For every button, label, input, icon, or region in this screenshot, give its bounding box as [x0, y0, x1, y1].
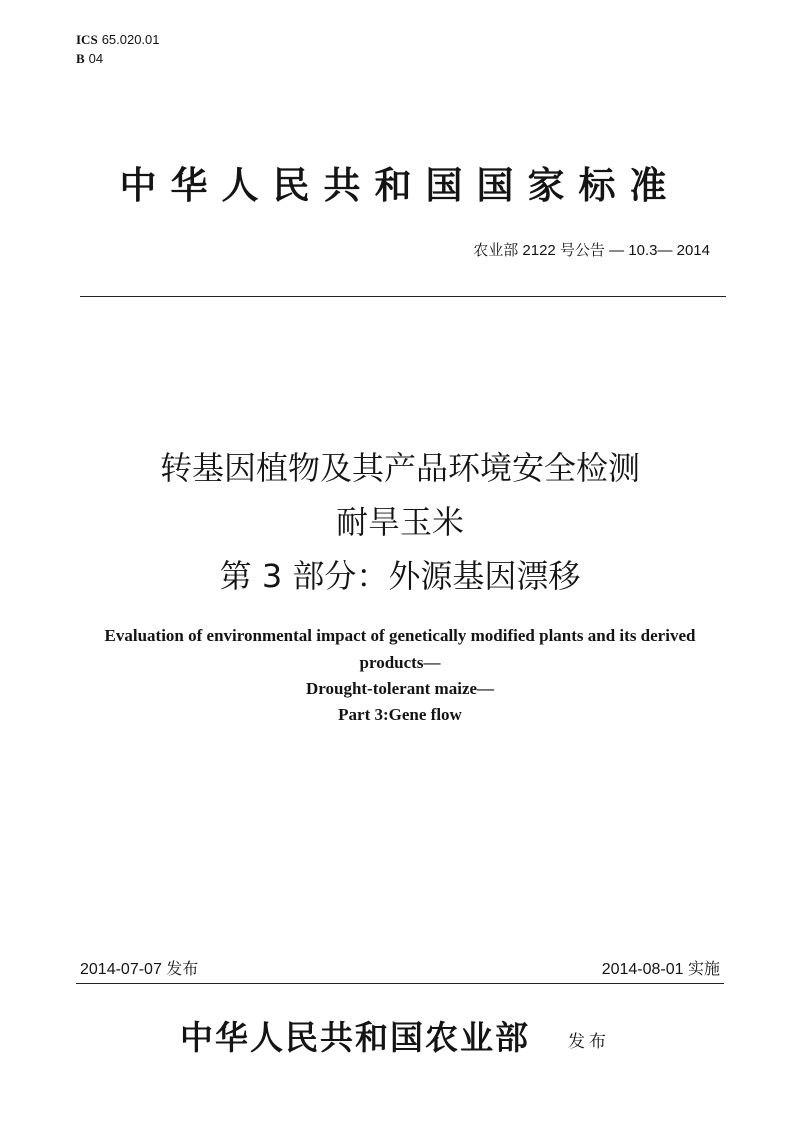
- issuing-authority: 中华人民共和国农业部: [180, 1018, 530, 1057]
- header-divider: [80, 296, 726, 297]
- title-cn-line-1: 转基因植物及其产品环境安全检测: [159, 449, 640, 487]
- footer-divider: [76, 983, 724, 984]
- ccs-code: [76, 49, 160, 68]
- standard-number: 农业部 2122 号公告 — 10.3— 2014: [473, 242, 710, 259]
- issuing-action: 发布: [568, 1032, 610, 1052]
- title-cn-line-3: 第 3 部分：外源基因漂移: [219, 557, 581, 595]
- standard-category: 中华人民共和国国家标准: [119, 164, 681, 207]
- issue-date: 2014-07-07 发布: [80, 961, 199, 978]
- ics-code: [76, 30, 160, 49]
- ccs-value: 04: [88, 51, 104, 66]
- title-en-line-2: products—: [359, 653, 441, 672]
- classification-codes: [76, 30, 160, 68]
- implementation-date: 2014-08-01 实施: [601, 961, 720, 978]
- title-en-line-4: Part 3:Gene flow: [338, 705, 462, 724]
- ics-value: 65.020.01: [101, 32, 160, 47]
- title-en-line-1: Evaluation of environmental impact of genetically modified plants and its derived: [104, 626, 696, 645]
- ccs-label: B: [76, 51, 85, 66]
- title-cn-line-2: 耐旱玉米: [335, 503, 464, 541]
- ics-label: ICS: [76, 32, 98, 47]
- title-en-line-3: Drought-tolerant maize—: [305, 679, 495, 698]
